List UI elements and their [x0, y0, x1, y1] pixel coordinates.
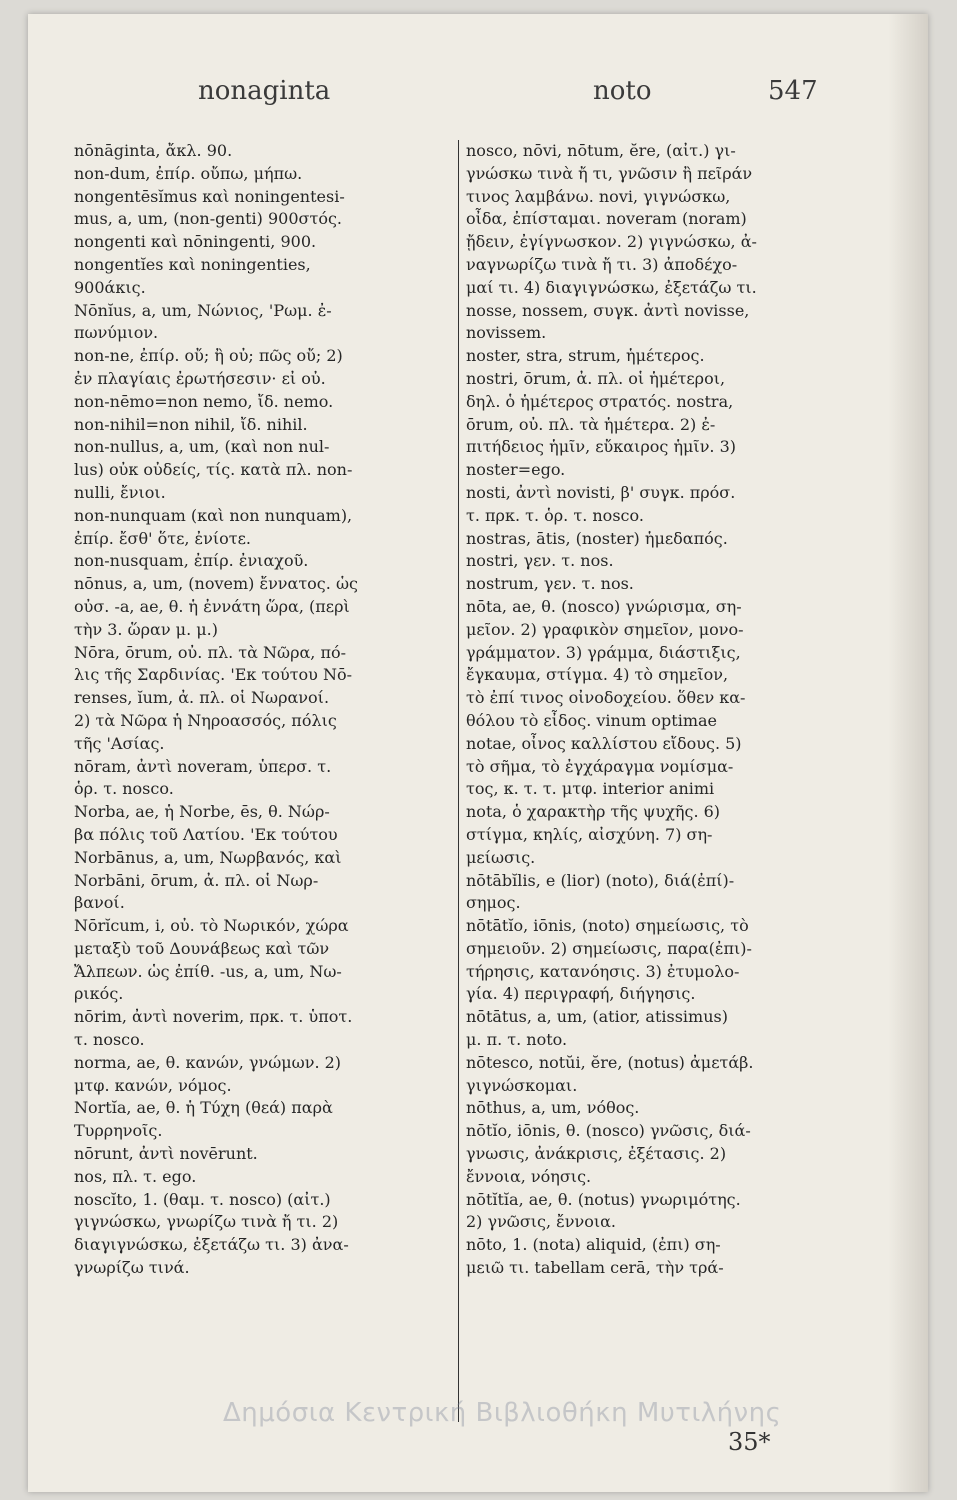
- entry-line: Ἄλπεων. ὡς ἐπίθ. -us, a, um, Νω-: [74, 961, 342, 981]
- entry-line: nota, ὁ χαρακτὴρ τῆς ψυχῆς. 6): [466, 802, 721, 822]
- entry-line: πωνύμιον.: [74, 323, 159, 343]
- entry-line: Nōnĭus, a, um, Νώνιος, 'Ρωμ. ἐ-: [74, 300, 332, 320]
- entry-line: τινος λαμβάνω. novi, γιγνώσκω,: [466, 186, 731, 206]
- entry-line: mus, a, um, (non-genti) 900στός.: [74, 209, 342, 229]
- entry-line: ναγνωρίζω τινὰ ἤ τι. 3) ἀποδέχο-: [466, 254, 738, 274]
- entry-line: noster, stra, strum, ἡμέτερος.: [466, 346, 705, 366]
- entry-line: non-nunquam (καὶ non nunquam),: [74, 505, 353, 525]
- entry-line: ἐπίρ. ἔσθ' ὅτε, ἐνίοτε.: [74, 528, 251, 548]
- entry-line: Nōrĭcum, i, οὐ. τὸ Νωρικόν, χώρα: [74, 916, 349, 936]
- entry-line: nostri, γεν. τ. nos.: [466, 551, 614, 571]
- entry-line: τήρησις, κατανόησις. 3) ἐτυμολο-: [466, 961, 740, 981]
- entry-line: non-nihil=non nihil, ἴδ. nihil.: [74, 414, 308, 434]
- entry-line: nos, πλ. τ. ego.: [74, 1166, 197, 1186]
- entry-line: nōtātus, a, um, (atior, atissimus): [466, 1007, 728, 1027]
- entry-line: lus) οὐκ οὐδείς, τίς. κατὰ πλ. non-: [74, 460, 353, 480]
- entry-line: 2) τὰ Νῶρα ἡ Νηροασσός, πόλις: [74, 710, 337, 730]
- library-watermark: Δημόσια Κεντρική Βιβλιοθήκη Μυτιλήνης: [223, 1398, 782, 1428]
- entry-line: τος, κ. τ. τ. μτφ. interior animi: [466, 779, 715, 799]
- entry-line: γνώσκω τινὰ ἤ τι, γνῶσιν ἢ πεῖράν: [466, 163, 753, 183]
- entry-line: nostras, ātis, (noster) ἡμεδαπός.: [466, 528, 728, 548]
- dictionary-page: [28, 14, 928, 1492]
- entry-line: διαγιγνώσκω, ἐξετάζω τι. 3) ἀνα-: [74, 1235, 349, 1255]
- entry-line: Nōra, ōrum, οὐ. πλ. τὰ Νῶρα, πό-: [74, 642, 347, 662]
- entry-line: non-nullus, a, um, (καὶ non nul-: [74, 437, 330, 457]
- entry-line: nosse, nossem, συγκ. ἀντὶ novisse,: [466, 300, 750, 320]
- entry-line: βα πόλις τοῦ Λατίου. 'Εκ τούτου: [74, 824, 338, 844]
- entry-line: nōnāginta, ἄκλ. 90.: [74, 141, 233, 160]
- entry-line: λις τῆς Σαρδινίας. 'Εκ τούτου Nō-: [74, 665, 353, 685]
- entry-line: μαί τι. 4) διαγιγνώσκω, ἐξετάζω τι.: [466, 277, 757, 297]
- entry-line: nōta, ae, θ. (nosco) γνώρισμα, ση-: [466, 596, 742, 616]
- entry-line: τῆς 'Ασίας.: [74, 733, 165, 753]
- entry-line: novissem.: [466, 323, 547, 343]
- signature-mark: 35*: [728, 1428, 771, 1456]
- entry-line: οἶδα, ἐπίσταμαι. noveram (noram): [466, 209, 747, 229]
- entry-line: non-nēmo=non nemo, ἴδ. nemo.: [74, 391, 334, 411]
- entry-line: nōtesco, notŭi, ĕre, (notus) ἀμετάβ.: [466, 1052, 754, 1072]
- entry-line: μεῖον. 2) γραφικὸν σημεῖον, μονο-: [466, 619, 744, 639]
- entry-line: γιγνώσκω, γνωρίζω τινὰ ἤ τι. 2): [74, 1212, 339, 1232]
- entry-line: τὸ σῆμα, τὸ ἐγχάραγμα νομίσμα-: [466, 756, 734, 776]
- entry-line: στίγμα, κηλίς, αἰσχύνη. 7) ση-: [466, 824, 713, 844]
- column-divider: [458, 140, 459, 1422]
- right-guide-word: noto: [593, 76, 652, 106]
- entry-line: nōrunt, ἀντὶ novērunt.: [74, 1144, 258, 1164]
- entry-line: ἐν πλαγίαις ἐρωτήσεσιν· εἰ οὐ.: [74, 368, 326, 388]
- entry-line: nōtābĭlis, e (lior) (noto), διά(ἐπί)-: [466, 870, 735, 890]
- entry-line: μ. π. τ. noto.: [466, 1030, 568, 1050]
- entry-line: nōnus, a, um, (novem) ἔννατος. ὡς: [74, 574, 358, 594]
- entry-line: nōthus, a, um, νόθος.: [466, 1098, 640, 1118]
- entry-line: τὴν 3. ὥραν μ. μ.): [74, 619, 218, 639]
- entry-line: Norbānus, a, um, Νωρβανός, καὶ: [74, 847, 342, 867]
- entry-line: γία. 4) περιγραφή, διήγησις.: [466, 984, 696, 1004]
- entry-line: βανοί.: [74, 893, 125, 913]
- entry-line: μειῶ τι. tabellam cerā, τὴν τρά-: [466, 1258, 724, 1278]
- entry-line: ρικός.: [74, 984, 124, 1004]
- entry-line: γράμματον. 3) γράμμα, διάστιξις,: [466, 642, 741, 662]
- entry-line: nōtĭo, iōnis, θ. (nosco) γνῶσις, διά-: [466, 1121, 751, 1141]
- entry-line: 900άκις.: [74, 277, 146, 297]
- entry-line: nosco, nōvi, nōtum, ĕre, (αἰτ.) γι-: [466, 141, 736, 160]
- entry-line: ἔννοια, νόησις.: [466, 1166, 592, 1186]
- page-number: 547: [768, 76, 818, 106]
- entry-line: norma, ae, θ. κανών, γνώμων. 2): [74, 1052, 342, 1072]
- entry-line: nōto, 1. (nota) aliquid, (ἐπι) ση-: [466, 1235, 721, 1255]
- running-header: [28, 76, 928, 116]
- entry-line: nōtātĭo, iōnis, (noto) σημείωσις, τὸ: [466, 916, 749, 936]
- entry-line: ἔγκαυμα, στίγμα. 4) τὸ σημεῖον,: [466, 665, 729, 685]
- entry-line: non-nusquam, ἐπίρ. ἐνιαχοῦ.: [74, 551, 309, 571]
- left-column: [74, 140, 454, 1280]
- entry-line: ᾔδειν, ἐγίγνωσκον. 2) γιγνώσκω, ἀ-: [466, 232, 757, 252]
- entry-line: nostrum, γεν. τ. nos.: [466, 574, 634, 594]
- entry-line: ὁρ. τ. nosco.: [74, 779, 174, 799]
- entry-line: γνωσις, ἀνάκρισις, ἐξέτασις. 2): [466, 1144, 727, 1164]
- entry-line: θόλου τὸ εἶδος. vinum optimae: [466, 710, 718, 730]
- entry-line: μείωσις.: [466, 847, 536, 867]
- entry-line: nulli, ἔνιοι.: [74, 482, 166, 502]
- entry-line: ōrum, οὐ. πλ. τὰ ἡμέτερα. 2) ἐ-: [466, 414, 716, 434]
- entry-line: nongentēsĭmus καὶ noningentesi-: [74, 186, 345, 206]
- right-column: [466, 140, 858, 1280]
- entry-line: Norba, ae, ἡ Norbe, ēs, θ. Νώρ-: [74, 802, 330, 822]
- entry-line: σημειοῦν. 2) σημείωσις, παρα(ἐπι)-: [466, 938, 752, 958]
- entry-line: nōram, ἀντὶ noveram, ὑπερσ. τ.: [74, 756, 332, 776]
- entry-line: nongentĭes καὶ noningenties,: [74, 254, 311, 274]
- entry-line: noster=ego.: [466, 460, 566, 480]
- entry-line: δηλ. ὁ ἡμέτερος στρατός. nostra,: [466, 391, 734, 411]
- entry-line: nōtĭtĭa, ae, θ. (notus) γνωριμότης.: [466, 1189, 741, 1209]
- page-spine-shadow: [888, 14, 928, 1492]
- entry-line: τ. nosco.: [74, 1030, 145, 1050]
- entry-line: non-dum, ἐπίρ. οὔπω, μήπω.: [74, 163, 303, 183]
- entry-line: γνωρίζω τινά.: [74, 1258, 190, 1278]
- entry-line: μτφ. κανών, νόμος.: [74, 1075, 232, 1095]
- entry-line: Nortĭa, ae, θ. ἡ Τύχη (θεά) παρὰ: [74, 1098, 333, 1118]
- entry-line: γιγνώσκομαι.: [466, 1075, 578, 1095]
- entry-line: nōrim, ἀντὶ noverim, πρκ. τ. ὑποτ.: [74, 1007, 353, 1027]
- entry-line: τ. πρκ. τ. ὁρ. τ. nosco.: [466, 505, 644, 525]
- entry-line: τὸ ἐπί τινος οἰνοδοχείου. ὅθεν κα-: [466, 688, 746, 708]
- entry-line: πιτήδειος ἡμῖν, εὔκαιρος ἡμῖν. 3): [466, 437, 737, 457]
- left-guide-word: nonaginta: [198, 76, 331, 106]
- entry-line: renses, ĭum, ἀ. πλ. οἱ Νωρανοί.: [74, 688, 330, 708]
- entry-line: οὐσ. -a, ae, θ. ἡ ἐννάτη ὥρα, (περὶ: [74, 596, 350, 616]
- entry-line: Norbāni, ōrum, ἀ. πλ. οἱ Νωρ-: [74, 870, 319, 890]
- entry-line: μεταξὺ τοῦ Δουνάβεως καὶ τῶν: [74, 938, 330, 958]
- entry-line: Τυρρηνοῖς.: [74, 1121, 163, 1141]
- entry-line: noscĭto, 1. (θαμ. τ. nosco) (αἰτ.): [74, 1189, 331, 1209]
- entry-line: non-ne, ἐπίρ. οὔ; ἢ οὐ; πῶς οὔ; 2): [74, 346, 343, 366]
- entry-line: nostri, ōrum, ἀ. πλ. οἱ ἡμέτεροι,: [466, 368, 726, 388]
- entry-line: 2) γνῶσις, ἔννοια.: [466, 1212, 617, 1232]
- entry-line: nongenti καὶ nōningenti, 900.: [74, 232, 317, 252]
- entry-line: notae, οἶνος καλλίστου εἴδους. 5): [466, 733, 742, 753]
- entry-line: nosti, ἀντὶ novisti, β' συγκ. πρόσ.: [466, 482, 736, 502]
- entry-line: σημος.: [466, 893, 521, 913]
